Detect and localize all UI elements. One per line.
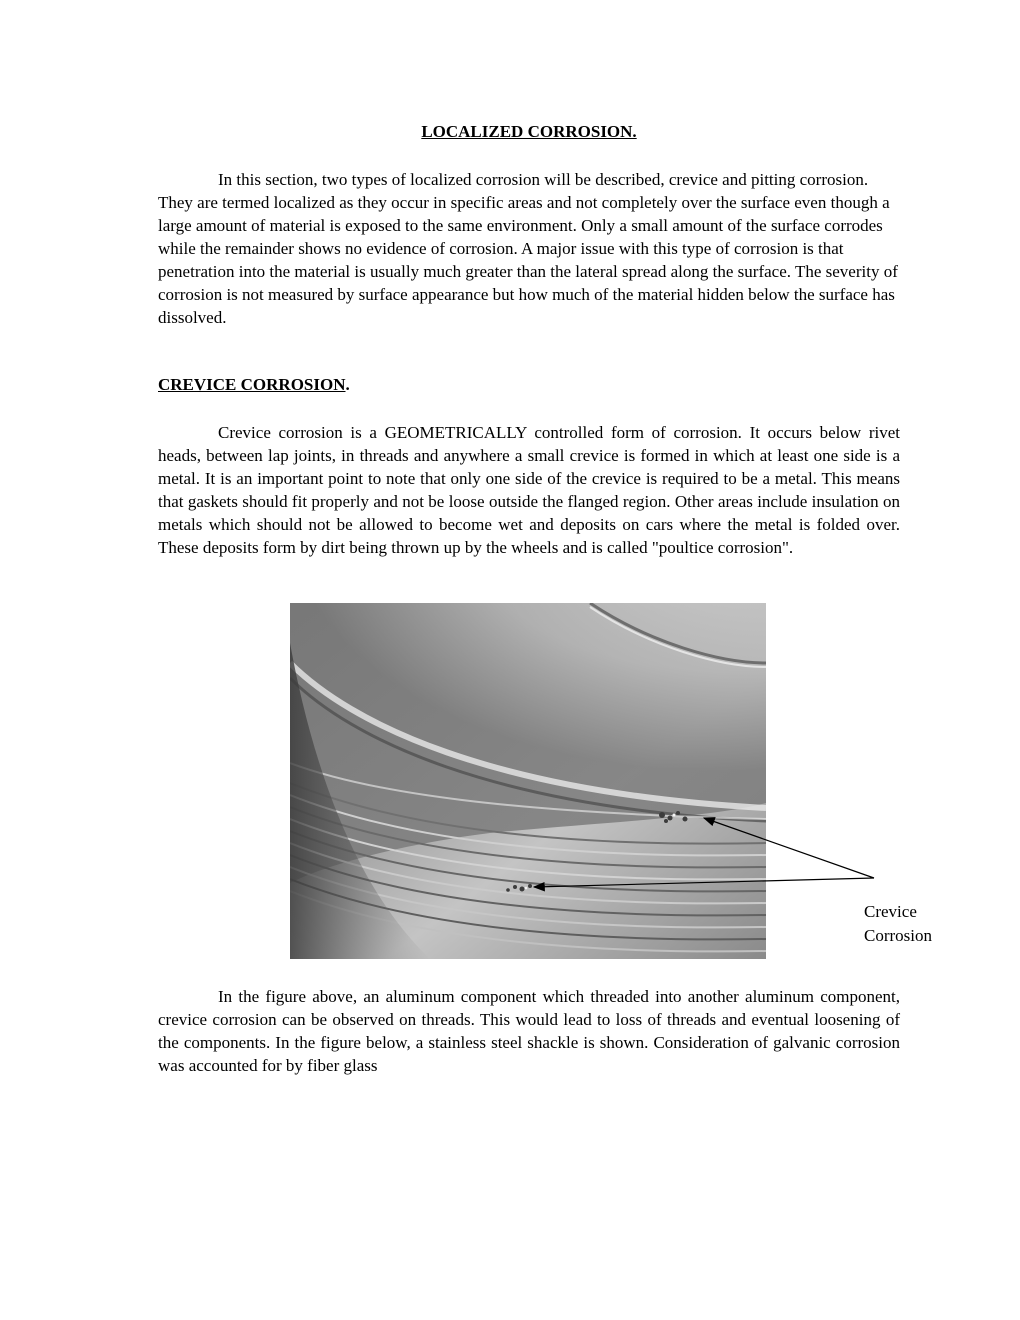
- figure-paragraph: In the figure above, an aluminum component which threaded into another aluminum component, crevice corrosion can be observed on threads. This would lead to loss of threads and eventual loosening of the components. In the figure below, a stainless steel shackle is shown. Consideration of galvanic corrosion was accounted for by fiber glass: [158, 987, 900, 1075]
- section-heading-text: CREVICE CORROSION: [158, 375, 346, 394]
- figure-label-line1: Crevice: [864, 902, 917, 921]
- section-heading: [158, 373, 350, 396]
- crevice-paragraph: Crevice corrosion is a GEOMETRICALLY controlled form of corrosion. It occurs below rivet heads, between lap joints, in threads and anywhere a small crevice is formed in which at least one side is a metal. It is an important point to note that only one side of the crevice is required to be a metal. This means that gaskets should fit properly and not be loose outside the flanged region. Other areas include insulation on metals which should not be allowed to become wet and deposits on cars where the metal is folded over. These deposits form by dirt being thrown up by the wheels and is called "poultice corrosion".: [158, 423, 900, 557]
- section-heading-period: .: [345, 375, 350, 394]
- crevice-corrosion-photo: [290, 603, 766, 959]
- intro-paragraph: In this section, two types of localized corrosion will be described, crevice and pitting corrosion. They are termed localized as they occur in specific areas and not completely over the surface even though a large amount of material is exposed to the same environment. Only a small amount of the surface corrodes while the remainder shows no evidence of corrosion. A major issue with this type of corrosion is that penetration into the material is usually much greater than the lateral spread along the surface. The severity of corrosion is not measured by surface appearance but how much of the material hidden below the surface has dissolved.: [158, 170, 898, 327]
- figure-label-line2: Corrosion: [864, 926, 932, 945]
- page-title: LOCALIZED CORROSION.: [421, 122, 637, 141]
- figure-label: [864, 900, 932, 948]
